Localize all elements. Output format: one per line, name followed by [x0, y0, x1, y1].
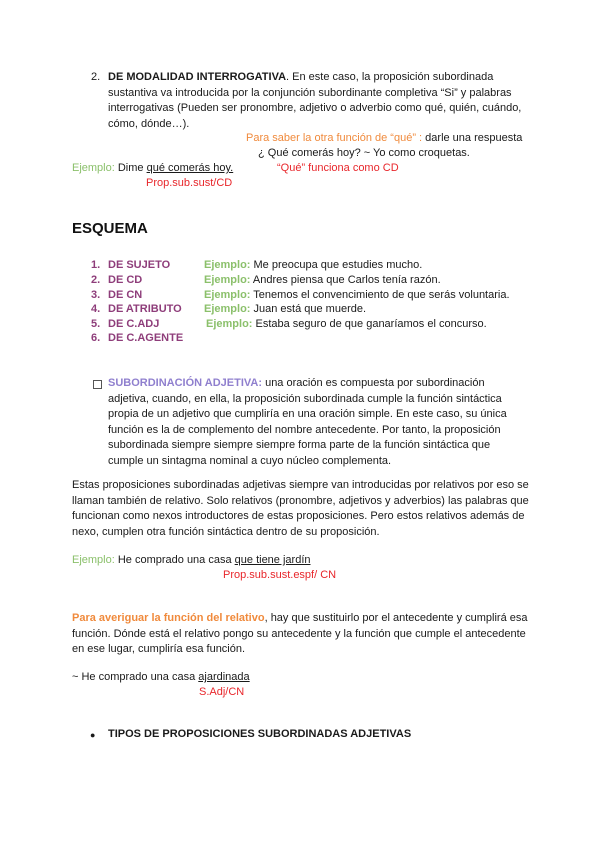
example-analysis: S.Adj/CN [199, 686, 245, 698]
example-label: Ejemplo: [204, 289, 251, 301]
qué-tip [246, 131, 522, 146]
esquema-item-num: 3. [91, 289, 101, 301]
esquema-item-label: DE CD [108, 274, 143, 286]
relativo-text: , hay que sustituirlo por el antecedente y cumplirá esa función. Dónde está el relativo pongo su antecedente y la función que cumple el antecedente en ese lugar, cumpliría esa función. [72, 612, 528, 655]
esquema-title: ESQUEMA [72, 220, 148, 237]
section2-heading: DE MODALIDAD INTERROGATIVA [108, 71, 287, 83]
esquema-item-label: DE CN [108, 289, 143, 301]
example-note: “Qué” funciona como CD [277, 162, 399, 174]
adjetiva-definition [108, 376, 528, 469]
checkbox-icon[interactable] [93, 380, 102, 389]
esquema-item-num: 5. [91, 318, 101, 330]
bullet-icon: ● [90, 730, 96, 740]
example-underlined: qué comerás hoy. [146, 162, 234, 174]
section2-example [72, 161, 233, 176]
esquema-item-num: 4. [91, 303, 101, 315]
esquema-item-example [206, 317, 487, 332]
example-text: Tenemos el convencimiento de que serás voluntaria. [250, 289, 510, 301]
example-analysis: Prop.sub.sust.espf/ CN [223, 569, 337, 581]
example-underlined: que tiene jardín [234, 554, 311, 566]
esquema-item-example [204, 258, 422, 273]
adjetiva-definition-text: una oración es compuesta por subordinación adjetiva, cuando, en ella, la proposición subordinada cumple la función sintáctica propia de un adjetivo que cumpliría en una oración simple. En este caso, su única función es la de complemento del nombre antecedente. Por tanto, la proposición subordinada siempre siempre siempre forma parte de la función sintáctica que cumple un sintagma nominal a cuyo núcleo complementa. [108, 377, 507, 467]
example-pre: ~ He comprado una casa [72, 671, 199, 683]
esquema-item-example [204, 302, 366, 317]
esquema-item-num: 1. [91, 259, 101, 271]
relativo-label: Para averiguar la función del relativo [72, 612, 265, 624]
example-label: Ejemplo: [204, 303, 251, 315]
example-label: Ejemplo: [204, 274, 251, 286]
esquema-item-num: 6. [91, 332, 101, 344]
example-label: Ejemplo: [72, 554, 115, 566]
example-label: Ejemplo: [72, 162, 115, 174]
esquema-item-label: DE C.ADJ [108, 318, 160, 330]
example-text: Estaba seguro de que ganaríamos el concurso. [252, 318, 487, 330]
example-pre: Dime [114, 162, 147, 174]
esquema-item-label: DE SUJETO [108, 259, 171, 271]
example-underlined: ajardinada [198, 671, 250, 683]
adjetiva-example [72, 553, 311, 568]
tip-label: Para saber la otra función de “qué” : [246, 132, 423, 144]
esquema-item-label: DE ATRIBUTO [108, 303, 182, 315]
section2-paragraph [108, 70, 533, 132]
example-text: Juan está que muerde. [250, 303, 367, 315]
esquema-item-label: DE C.AGENTE [108, 332, 184, 344]
list-number: 2. [91, 71, 101, 83]
example-label: Ejemplo: [206, 318, 253, 330]
example-text: Me preocupa que estudies mucho. [250, 259, 423, 271]
esquema-item-example [204, 288, 510, 303]
example-label: Ejemplo: [204, 259, 251, 271]
relativo-paragraph [72, 611, 532, 658]
tip-text: darle una respuesta [422, 132, 523, 144]
example-analysis: Prop.sub.sust/CD [146, 177, 233, 189]
section2-body: . En este caso, la proposición subordinada sustantiva va introducida por la conjunción subordinante completiva “Si” y palabras interrogativas (Pueden ser pronombre, adjetivo o adverbio como qué, quién, cuándo, cómo, dónde…). [108, 71, 522, 130]
adjetiva-paragraph: Estas proposiciones subordinadas adjetivas siempre van introducidas por relativos por eso se llaman también de relativo. Solo relativos (pronombre, adjetivos y adverbios) las palabras que funcionan como nexos introductores de estas proposiciones. Pero estos relativos además de nexo, cumplen otra función sintáctica dentro de su proposición. [72, 479, 529, 538]
adjetiva-heading: SUBORDINACIÓN ADJETIVA: [108, 377, 263, 389]
adjetiva-example-2 [72, 670, 250, 685]
esquema-item-num: 2. [91, 274, 101, 286]
example-pre: He comprado una casa [114, 554, 235, 566]
tip-example: ¿ Qué comerás hoy? ~ Yo como croquetas. [258, 147, 470, 159]
esquema-item-example [204, 273, 441, 288]
example-text: Andres piensa que Carlos tenía razón. [250, 274, 441, 286]
tipos-heading: TIPOS DE PROPOSICIONES SUBORDINADAS ADJETIVAS [108, 728, 412, 740]
